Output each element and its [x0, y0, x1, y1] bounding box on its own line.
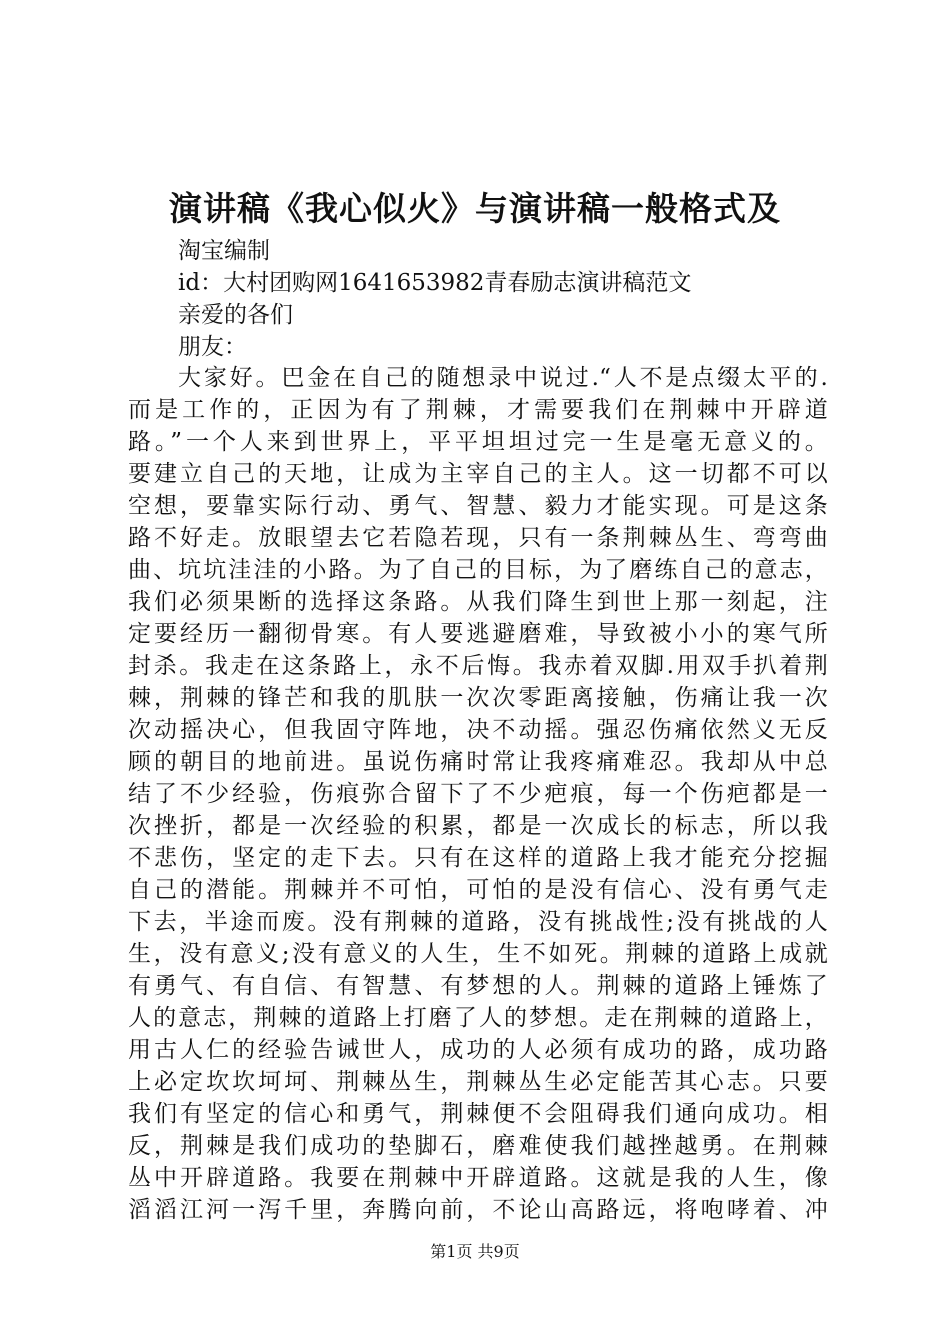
body-line: 路。”一个人来到世界上，平平坦坦过完一生是毫无意义的。 — [128, 429, 828, 455]
body-line: 曲、坑坑洼洼的小路。为了自己的目标，为了磨练自己的意志， — [128, 557, 828, 583]
body-line: 顾的朝目的地前进。虽说伤痛时常让我疼痛难忍。我却从中总 — [128, 749, 828, 775]
document-meta — [178, 235, 691, 363]
body-line: 要建立自己的天地，让成为主宰自己的主人。这一切都不可以 — [128, 461, 828, 487]
body-line: 次挫折，都是一次经验的积累，都是一次成长的标志，所以我 — [128, 813, 828, 839]
body-line: 而是工作的，正因为有了荆棘，才需要我们在荆棘中开辟道 — [128, 397, 828, 423]
body-line: 我们有坚定的信心和勇气，荆棘便不会阻碍我们通向成功。相 — [128, 1101, 828, 1127]
body-line: 路不好走。放眼望去它若隐若现，只有一条荆棘丛生、弯弯曲 — [128, 525, 828, 551]
body-line: 定要经历一翻彻骨寒。有人要逃避磨难，导致被小小的寒气所 — [128, 621, 828, 647]
body-line: 封杀。我走在这条路上，永不后悔。我赤着双脚.用双手扒着荆 — [128, 653, 828, 679]
meta-line-salutation: 亲爱的各们 — [178, 302, 293, 328]
body-line: 有勇气、有自信、有智慧、有梦想的人。荆棘的道路上锤炼了 — [128, 973, 828, 999]
body-line: 次动摇决心，但我固守阵地，决不动摇。强忍伤痛依然义无反 — [128, 717, 828, 743]
body-line: 不悲伤，坚定的走下去。只有在这样的道路上我才能充分挖掘 — [128, 845, 828, 871]
body-line: 丛中开辟道路。我要在荆棘中开辟道路。这就是我的人生，像 — [128, 1165, 828, 1191]
body-line: 我们必须果断的选择这条路。从我们降生到世上那一刻起，注 — [128, 589, 828, 615]
body-line: 大家好。巴金在自己的随想录中说过.“人不是点缀太平的. — [178, 365, 828, 391]
body-line: 生，没有意义;没有意义的人生，生不如死。荆棘的道路上成就 — [128, 941, 828, 967]
body-line: 上必定坎坎坷坷、荆棘丛生，荆棘丛生必定能苦其心志。只要 — [128, 1069, 828, 1095]
body-line: 用古人仁的经验告诫世人，成功的人必须有成功的路，成功路 — [128, 1037, 828, 1063]
body-line: 下去，半途而废。没有荆棘的道路，没有挑战性;没有挑战的人 — [128, 909, 828, 935]
body-line: 空想，要靠实际行动、勇气、智慧、毅力才能实现。可是这条 — [128, 493, 828, 519]
document-body — [128, 362, 828, 1226]
meta-line-id: id：大村团购网1641653982青春励志演讲稿范文 — [178, 270, 692, 296]
meta-line-friends: 朋友： — [178, 334, 247, 360]
body-line: 棘，荆棘的锋芒和我的肌肤一次次零距离接触，伤痛让我一次 — [128, 685, 828, 711]
body-line: 反，荆棘是我们成功的垫脚石，磨难使我们越挫越勇。在荆棘 — [128, 1133, 828, 1159]
body-line: 结了不少经验，伤痕弥合留下了不少疤痕，每一个伤疤都是一 — [128, 781, 828, 807]
document-title: 演讲稿《我心似火》与演讲稿一般格式及 — [169, 189, 781, 228]
meta-line-compiler: 淘宝编制 — [178, 238, 270, 264]
page-footer: 第1页 共9页 — [430, 1242, 520, 1261]
body-line: 滔滔江河一泻千里，奔腾向前，不论山高路远，将咆哮着、冲 — [128, 1197, 828, 1223]
body-line: 人的意志，荆棘的道路上打磨了人的梦想。走在荆棘的道路上， — [128, 1005, 828, 1031]
body-line: 自己的潜能。荆棘并不可怕，可怕的是没有信心、没有勇气走 — [128, 877, 828, 903]
